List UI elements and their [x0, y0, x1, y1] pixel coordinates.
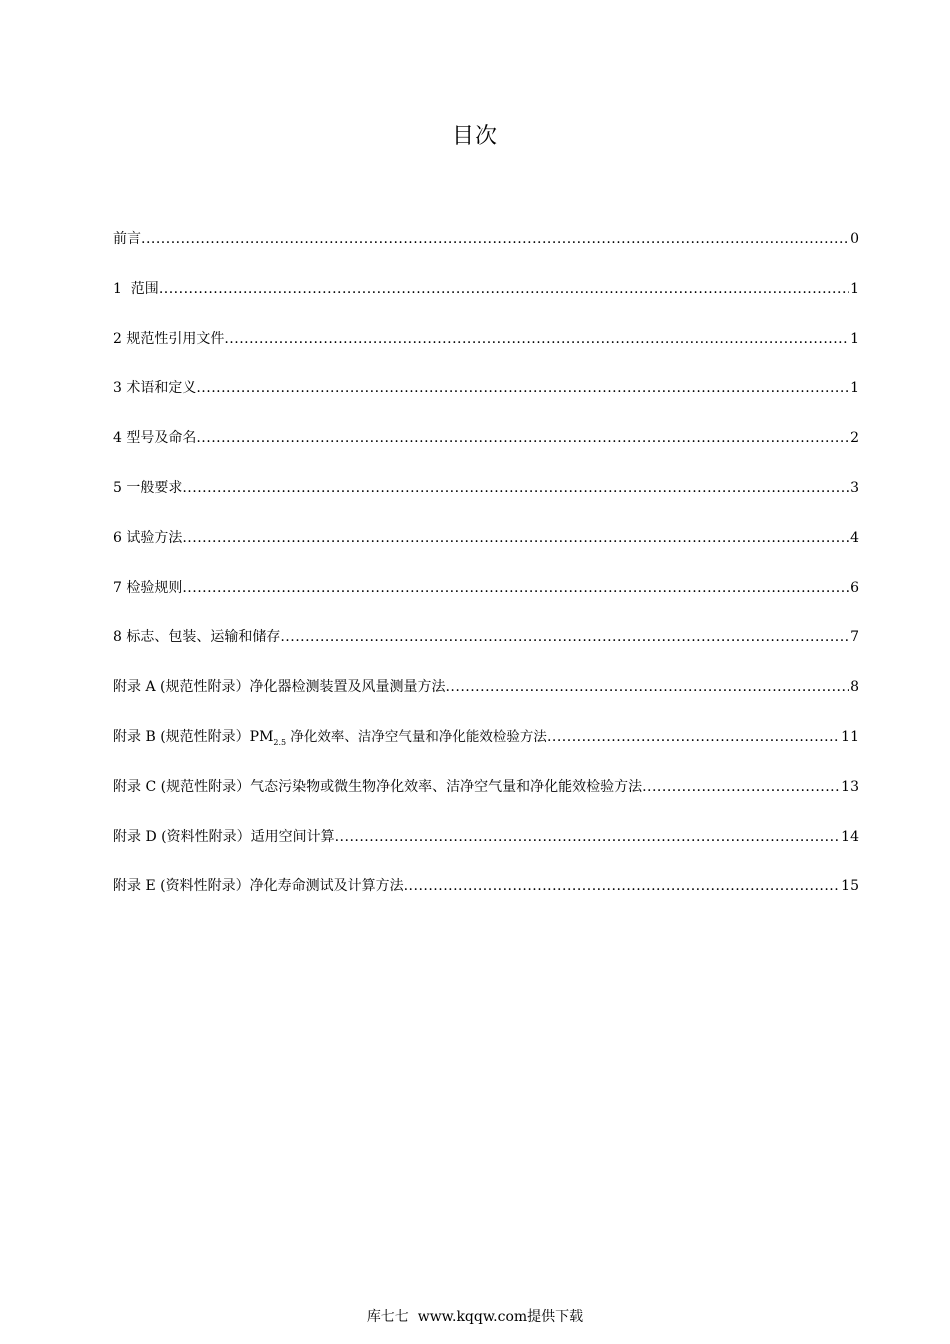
toc-entry-label-subscript: 2.5	[273, 737, 287, 747]
toc-entry-foreword[interactable]	[113, 227, 859, 277]
toc-dot-leader	[335, 825, 841, 849]
toc-entry-appendix-d[interactable]	[113, 825, 859, 875]
toc-entry-model-naming[interactable]	[113, 426, 859, 476]
toc-entry-appendix-c[interactable]	[113, 775, 859, 825]
toc-dot-leader	[224, 327, 849, 351]
toc-entry-label: 附录 C (规范性附录）气态污染物或微生物净化效率、洁净空气量和净化能效检验方法	[113, 778, 643, 795]
footer-source-note: 库七七 www.kqqw.com提供下载	[366, 1309, 584, 1325]
toc-entry-label: 7 检验规则	[113, 579, 183, 596]
toc-page-number: 4	[850, 529, 859, 546]
toc-dot-leader	[547, 725, 840, 749]
toc-dot-leader	[141, 227, 849, 251]
toc-entry-label: 2 规范性引用文件	[113, 330, 225, 347]
toc-entry-label: 附录 D (资料性附录）适用空间计算	[113, 828, 335, 845]
toc-page-number: 3	[850, 479, 859, 496]
toc-page-number: 1	[850, 280, 859, 297]
toc-entry-label: 4 型号及命名	[113, 430, 197, 447]
toc-entry-scope[interactable]	[113, 277, 859, 327]
toc-page-number: 2	[850, 430, 859, 447]
toc-dot-leader	[182, 526, 849, 550]
toc-entry-label: 前言	[113, 231, 141, 247]
toc-entry-test-methods[interactable]	[113, 526, 859, 576]
toc-page-number: 13	[841, 778, 859, 795]
page-title: 目次	[451, 124, 498, 149]
toc-page-number: 8	[850, 679, 859, 696]
toc-page-number: 1	[850, 380, 859, 397]
toc-entry-appendix-e[interactable]	[113, 874, 859, 924]
toc-dot-leader	[196, 376, 849, 400]
toc-page-number: 7	[850, 629, 859, 646]
toc-page-number: 0	[850, 231, 859, 247]
toc-entry-normative-references[interactable]	[113, 327, 859, 377]
toc-entry-label: 5 一般要求	[113, 479, 183, 496]
toc-entry-label: 1 范围	[113, 280, 159, 297]
toc-page-number: 14	[841, 828, 859, 845]
toc-entry-terms-definitions[interactable]	[113, 376, 859, 426]
toc-entry-label: 6 试验方法	[113, 529, 183, 546]
table-of-contents	[113, 227, 859, 924]
toc-entry-label: 附录 A (规范性附录）净化器检测装置及风量测量方法	[113, 679, 446, 696]
toc-page-number: 6	[850, 579, 859, 596]
toc-dot-leader	[404, 874, 841, 898]
toc-entry-label-suffix: 净化效率、洁净空气量和净化能效检验方法	[286, 728, 547, 745]
toc-page-number: 1	[850, 330, 859, 347]
toc-entry-appendix-b[interactable]	[113, 725, 859, 775]
toc-entry-general-requirements[interactable]	[113, 476, 859, 526]
toc-dot-leader	[182, 576, 849, 600]
toc-entry-label-prefix: 附录 B (规范性附录）PM	[113, 728, 274, 745]
toc-entry-label: 附录 E (资料性附录）净化寿命测试及计算方法	[113, 878, 404, 895]
toc-page-number: 15	[841, 878, 859, 895]
toc-dot-leader	[280, 625, 849, 649]
toc-entry-appendix-a[interactable]	[113, 675, 859, 725]
toc-entry-label: 8 标志、包装、运输和储存	[113, 629, 281, 646]
toc-entry-inspection-rules[interactable]	[113, 576, 859, 626]
toc-entry-marking-packaging[interactable]	[113, 625, 859, 675]
toc-dot-leader	[445, 675, 849, 699]
toc-entry-label: 3 术语和定义	[113, 380, 197, 397]
toc-dot-leader	[196, 426, 849, 450]
toc-entry-label	[113, 725, 547, 749]
toc-page-number: 11	[841, 728, 859, 745]
toc-dot-leader	[182, 476, 849, 500]
toc-dot-leader	[642, 775, 840, 799]
toc-dot-leader	[159, 277, 849, 301]
